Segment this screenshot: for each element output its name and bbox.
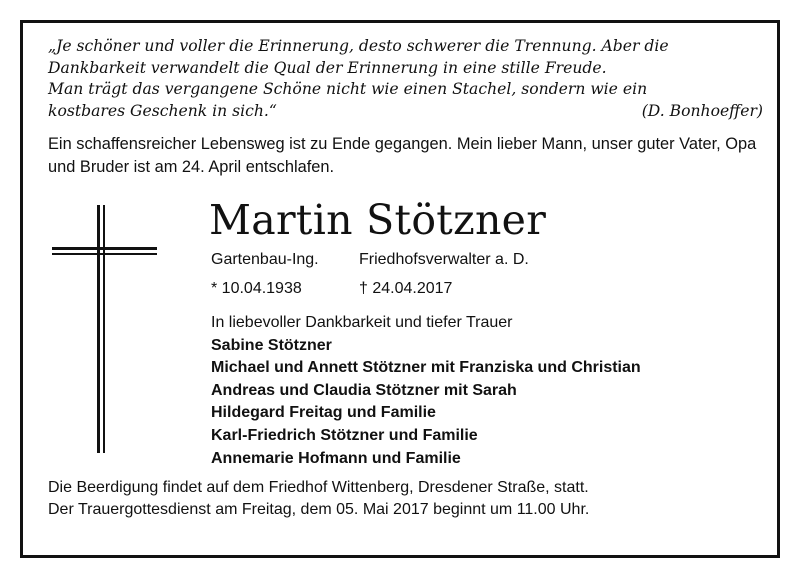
cross-horizontal-bar bbox=[52, 247, 157, 250]
birth-date: * 10.04.1938 bbox=[211, 280, 302, 297]
quote-line: Dankbarkeit verwandelt die Qual der Erinnerung in eine stille Freude. bbox=[48, 58, 607, 77]
intro-text: Ein schaffensreicher Lebensweg ist zu Ende gegangen. Mein lieber Mann, unser guter Vater, Opa und Bruder ist am 24. April entschlafen. bbox=[48, 135, 757, 176]
mourners-list bbox=[211, 312, 641, 470]
funeral-info bbox=[48, 477, 768, 521]
death-date: † 24.04.2017 bbox=[359, 280, 453, 297]
cross-horizontal-bar-inner bbox=[52, 253, 157, 255]
quote-line: Man trägt das vergangene Schöne nicht wie einen Stachel, sondern wie ein bbox=[48, 80, 648, 99]
service-line: Der Trauergottesdienst am Freitag, dem 05. Mai 2017 beginnt um 11.00 Uhr. bbox=[48, 501, 590, 518]
mourner-name: Karl-Friedrich Stötzner und Familie bbox=[211, 426, 478, 444]
quote-line: „Je schöner und voller die Erinnerung, desto schwerer die Trennung. Aber die bbox=[48, 37, 669, 55]
dates-row bbox=[211, 279, 453, 299]
deceased-name: Martin Stötzner bbox=[209, 196, 547, 244]
cross-vertical-bar-inner bbox=[103, 205, 105, 453]
mourner-name: Hildegard Freitag und Familie bbox=[211, 404, 436, 422]
profession: Gartenbau-Ing. bbox=[211, 251, 319, 268]
mourner-name: Sabine Stötzner bbox=[211, 336, 332, 354]
quote-attribution: (D. Bonhoeffer) bbox=[641, 101, 763, 120]
bonhoeffer-quote bbox=[48, 36, 763, 122]
mourner-name: Andreas und Claudia Stötzner mit Sarah bbox=[211, 381, 517, 399]
mourner-name: Michael und Annett Stötzner mit Franziska und Christian bbox=[211, 359, 641, 377]
funeral-line: Die Beerdigung findet auf dem Friedhof Wittenberg, Dresdener Straße, statt. bbox=[48, 479, 589, 496]
occupation-row bbox=[211, 250, 529, 270]
role: Friedhofsverwalter a. D. bbox=[359, 251, 529, 268]
mourners-lead: In liebevoller Dankbarkeit und tiefer Trauer bbox=[211, 314, 513, 331]
mourner-name: Annemarie Hofmann und Familie bbox=[211, 449, 461, 467]
cross-vertical-bar bbox=[97, 205, 100, 453]
quote-line: kostbares Geschenk in sich.“ bbox=[48, 101, 277, 120]
